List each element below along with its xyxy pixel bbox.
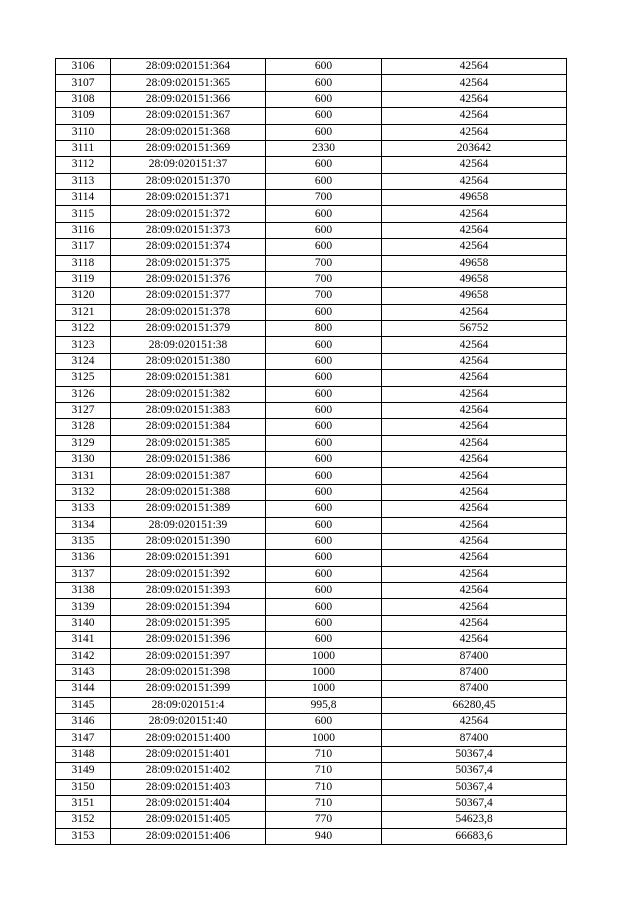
value-cell: 50367,4 <box>382 795 567 811</box>
table-row <box>56 615 567 631</box>
value-cell: 42564 <box>382 550 567 566</box>
value-cell: 87400 <box>382 648 567 664</box>
table-row <box>56 337 567 353</box>
cadastral-number-cell: 28:09:020151:39 <box>111 517 266 533</box>
cadastral-number-cell: 28:09:020151:390 <box>111 533 266 549</box>
cadastral-number-cell: 28:09:020151:399 <box>111 681 266 697</box>
table-row <box>56 697 567 713</box>
table-row <box>56 222 567 238</box>
cadastral-number-cell: 28:09:020151:373 <box>111 222 266 238</box>
table-row <box>56 108 567 124</box>
value-cell: 42564 <box>382 435 567 451</box>
area-cell: 600 <box>266 108 382 124</box>
cadastral-number-cell: 28:09:020151:403 <box>111 779 266 795</box>
row-number-cell: 3129 <box>56 435 111 451</box>
row-number-cell: 3140 <box>56 615 111 631</box>
row-number-cell: 3152 <box>56 812 111 828</box>
table-row <box>56 468 567 484</box>
area-cell: 600 <box>266 402 382 418</box>
table-row <box>56 353 567 369</box>
cadastral-number-cell: 28:09:020151:380 <box>111 353 266 369</box>
row-number-cell: 3124 <box>56 353 111 369</box>
row-number-cell: 3111 <box>56 140 111 156</box>
row-number-cell: 3126 <box>56 386 111 402</box>
cadastral-number-cell: 28:09:020151:37 <box>111 157 266 173</box>
value-cell: 56752 <box>382 321 567 337</box>
area-cell: 600 <box>266 304 382 320</box>
table-row <box>56 763 567 779</box>
table-row <box>56 714 567 730</box>
cadastral-number-cell: 28:09:020151:392 <box>111 566 266 582</box>
table-row <box>56 779 567 795</box>
area-cell: 940 <box>266 828 382 844</box>
row-number-cell: 3135 <box>56 533 111 549</box>
cadastral-number-cell: 28:09:020151:405 <box>111 812 266 828</box>
area-cell: 600 <box>266 599 382 615</box>
cadastral-number-cell: 28:09:020151:393 <box>111 583 266 599</box>
row-number-cell: 3115 <box>56 206 111 222</box>
row-number-cell: 3144 <box>56 681 111 697</box>
row-number-cell: 3148 <box>56 746 111 762</box>
area-cell: 710 <box>266 795 382 811</box>
table-row <box>56 533 567 549</box>
table-row <box>56 550 567 566</box>
value-cell: 42564 <box>382 370 567 386</box>
value-cell: 42564 <box>382 484 567 500</box>
area-cell: 600 <box>266 239 382 255</box>
table-row <box>56 239 567 255</box>
table-row <box>56 173 567 189</box>
value-cell: 42564 <box>382 222 567 238</box>
area-cell: 600 <box>266 124 382 140</box>
table-row <box>56 271 567 287</box>
value-cell: 87400 <box>382 730 567 746</box>
area-cell: 600 <box>266 353 382 369</box>
table-row <box>56 484 567 500</box>
area-cell: 600 <box>266 468 382 484</box>
table-row <box>56 746 567 762</box>
cadastral-number-cell: 28:09:020151:387 <box>111 468 266 484</box>
area-cell: 700 <box>266 190 382 206</box>
row-number-cell: 3120 <box>56 288 111 304</box>
cadastral-number-cell: 28:09:020151:372 <box>111 206 266 222</box>
row-number-cell: 3122 <box>56 321 111 337</box>
cadastral-number-cell: 28:09:020151:383 <box>111 402 266 418</box>
value-cell: 50367,4 <box>382 779 567 795</box>
table-row <box>56 730 567 746</box>
value-cell: 42564 <box>382 173 567 189</box>
table-row <box>56 140 567 156</box>
cadastral-number-cell: 28:09:020151:382 <box>111 386 266 402</box>
row-number-cell: 3143 <box>56 664 111 680</box>
value-cell: 49658 <box>382 255 567 271</box>
value-cell: 50367,4 <box>382 763 567 779</box>
area-cell: 800 <box>266 321 382 337</box>
area-cell: 710 <box>266 763 382 779</box>
area-cell: 700 <box>266 255 382 271</box>
area-cell: 710 <box>266 746 382 762</box>
cadastral-number-cell: 28:09:020151:391 <box>111 550 266 566</box>
value-cell: 203642 <box>382 140 567 156</box>
cadastral-number-cell: 28:09:020151:38 <box>111 337 266 353</box>
row-number-cell: 3139 <box>56 599 111 615</box>
area-cell: 600 <box>266 59 382 75</box>
value-cell: 49658 <box>382 190 567 206</box>
row-number-cell: 3147 <box>56 730 111 746</box>
area-cell: 600 <box>266 75 382 91</box>
area-cell: 710 <box>266 779 382 795</box>
table-row <box>56 501 567 517</box>
cadastral-number-cell: 28:09:020151:374 <box>111 239 266 255</box>
cadastral-number-cell: 28:09:020151:384 <box>111 419 266 435</box>
area-cell: 600 <box>266 517 382 533</box>
area-cell: 600 <box>266 370 382 386</box>
area-cell: 2330 <box>266 140 382 156</box>
row-number-cell: 3127 <box>56 402 111 418</box>
row-number-cell: 3128 <box>56 419 111 435</box>
table-row <box>56 664 567 680</box>
area-cell: 770 <box>266 812 382 828</box>
row-number-cell: 3125 <box>56 370 111 386</box>
cadastral-table <box>55 58 567 845</box>
area-cell: 600 <box>266 386 382 402</box>
table-row <box>56 91 567 107</box>
row-number-cell: 3107 <box>56 75 111 91</box>
row-number-cell: 3134 <box>56 517 111 533</box>
value-cell: 42564 <box>382 157 567 173</box>
row-number-cell: 3138 <box>56 583 111 599</box>
table-row <box>56 124 567 140</box>
area-cell: 600 <box>266 222 382 238</box>
table-row <box>56 517 567 533</box>
row-number-cell: 3141 <box>56 632 111 648</box>
value-cell: 42564 <box>382 386 567 402</box>
area-cell: 600 <box>266 550 382 566</box>
area-cell: 600 <box>266 157 382 173</box>
area-cell: 600 <box>266 632 382 648</box>
table-body <box>56 59 567 845</box>
cadastral-number-cell: 28:09:020151:388 <box>111 484 266 500</box>
area-cell: 600 <box>266 173 382 189</box>
value-cell: 42564 <box>382 91 567 107</box>
cadastral-number-cell: 28:09:020151:395 <box>111 615 266 631</box>
value-cell: 42564 <box>382 206 567 222</box>
row-number-cell: 3149 <box>56 763 111 779</box>
row-number-cell: 3116 <box>56 222 111 238</box>
cadastral-number-cell: 28:09:020151:389 <box>111 501 266 517</box>
cadastral-number-cell: 28:09:020151:404 <box>111 795 266 811</box>
cadastral-number-cell: 28:09:020151:378 <box>111 304 266 320</box>
value-cell: 87400 <box>382 664 567 680</box>
cadastral-number-cell: 28:09:020151:385 <box>111 435 266 451</box>
table-row <box>56 648 567 664</box>
area-cell: 600 <box>266 91 382 107</box>
value-cell: 42564 <box>382 583 567 599</box>
value-cell: 42564 <box>382 501 567 517</box>
value-cell: 42564 <box>382 615 567 631</box>
table-row <box>56 206 567 222</box>
row-number-cell: 3151 <box>56 795 111 811</box>
table-row <box>56 828 567 844</box>
value-cell: 42564 <box>382 402 567 418</box>
cadastral-number-cell: 28:09:020151:366 <box>111 91 266 107</box>
area-cell: 600 <box>266 435 382 451</box>
row-number-cell: 3113 <box>56 173 111 189</box>
area-cell: 700 <box>266 288 382 304</box>
table-row <box>56 304 567 320</box>
value-cell: 50367,4 <box>382 746 567 762</box>
cadastral-number-cell: 28:09:020151:377 <box>111 288 266 304</box>
row-number-cell: 3132 <box>56 484 111 500</box>
table-row <box>56 812 567 828</box>
cadastral-number-cell: 28:09:020151:376 <box>111 271 266 287</box>
area-cell: 600 <box>266 419 382 435</box>
cadastral-number-cell: 28:09:020151:371 <box>111 190 266 206</box>
cadastral-number-cell: 28:09:020151:379 <box>111 321 266 337</box>
value-cell: 42564 <box>382 239 567 255</box>
area-cell: 600 <box>266 566 382 582</box>
table-row <box>56 681 567 697</box>
cadastral-number-cell: 28:09:020151:394 <box>111 599 266 615</box>
value-cell: 42564 <box>382 353 567 369</box>
row-number-cell: 3119 <box>56 271 111 287</box>
cadastral-number-cell: 28:09:020151:367 <box>111 108 266 124</box>
value-cell: 42564 <box>382 599 567 615</box>
cadastral-number-cell: 28:09:020151:381 <box>111 370 266 386</box>
value-cell: 49658 <box>382 288 567 304</box>
area-cell: 1000 <box>266 681 382 697</box>
value-cell: 66683,6 <box>382 828 567 844</box>
value-cell: 49658 <box>382 271 567 287</box>
table-row <box>56 157 567 173</box>
row-number-cell: 3130 <box>56 452 111 468</box>
row-number-cell: 3136 <box>56 550 111 566</box>
row-number-cell: 3118 <box>56 255 111 271</box>
cadastral-number-cell: 28:09:020151:365 <box>111 75 266 91</box>
table-row <box>56 583 567 599</box>
row-number-cell: 3133 <box>56 501 111 517</box>
area-cell: 600 <box>266 583 382 599</box>
area-cell: 995,8 <box>266 697 382 713</box>
value-cell: 42564 <box>382 533 567 549</box>
area-cell: 600 <box>266 206 382 222</box>
value-cell: 42564 <box>382 714 567 730</box>
area-cell: 600 <box>266 501 382 517</box>
row-number-cell: 3121 <box>56 304 111 320</box>
row-number-cell: 3108 <box>56 91 111 107</box>
row-number-cell: 3110 <box>56 124 111 140</box>
row-number-cell: 3117 <box>56 239 111 255</box>
table-row <box>56 386 567 402</box>
cadastral-number-cell: 28:09:020151:398 <box>111 664 266 680</box>
table-row <box>56 795 567 811</box>
cadastral-number-cell: 28:09:020151:397 <box>111 648 266 664</box>
table-row <box>56 419 567 435</box>
area-cell: 600 <box>266 615 382 631</box>
value-cell: 42564 <box>382 124 567 140</box>
area-cell: 1000 <box>266 648 382 664</box>
cadastral-number-cell: 28:09:020151:40 <box>111 714 266 730</box>
row-number-cell: 3142 <box>56 648 111 664</box>
row-number-cell: 3131 <box>56 468 111 484</box>
value-cell: 66280,45 <box>382 697 567 713</box>
area-cell: 600 <box>266 533 382 549</box>
table-row <box>56 59 567 75</box>
value-cell: 42564 <box>382 337 567 353</box>
table-row <box>56 566 567 582</box>
value-cell: 42564 <box>382 108 567 124</box>
cadastral-number-cell: 28:09:020151:375 <box>111 255 266 271</box>
value-cell: 42564 <box>382 59 567 75</box>
row-number-cell: 3106 <box>56 59 111 75</box>
table-row <box>56 288 567 304</box>
cadastral-number-cell: 28:09:020151:386 <box>111 452 266 468</box>
table-row <box>56 632 567 648</box>
cadastral-number-cell: 28:09:020151:400 <box>111 730 266 746</box>
area-cell: 700 <box>266 271 382 287</box>
cadastral-number-cell: 28:09:020151:369 <box>111 140 266 156</box>
area-cell: 1000 <box>266 664 382 680</box>
area-cell: 600 <box>266 452 382 468</box>
row-number-cell: 3150 <box>56 779 111 795</box>
cadastral-number-cell: 28:09:020151:4 <box>111 697 266 713</box>
table-row <box>56 255 567 271</box>
value-cell: 42564 <box>382 566 567 582</box>
value-cell: 42564 <box>382 419 567 435</box>
row-number-cell: 3137 <box>56 566 111 582</box>
cadastral-number-cell: 28:09:020151:368 <box>111 124 266 140</box>
table-row <box>56 321 567 337</box>
value-cell: 87400 <box>382 681 567 697</box>
area-cell: 600 <box>266 337 382 353</box>
cadastral-number-cell: 28:09:020151:406 <box>111 828 266 844</box>
cadastral-number-cell: 28:09:020151:402 <box>111 763 266 779</box>
value-cell: 42564 <box>382 517 567 533</box>
cadastral-number-cell: 28:09:020151:370 <box>111 173 266 189</box>
value-cell: 42564 <box>382 304 567 320</box>
value-cell: 42564 <box>382 452 567 468</box>
row-number-cell: 3153 <box>56 828 111 844</box>
value-cell: 42564 <box>382 75 567 91</box>
row-number-cell: 3109 <box>56 108 111 124</box>
value-cell: 42564 <box>382 468 567 484</box>
table-row <box>56 190 567 206</box>
table-row <box>56 402 567 418</box>
value-cell: 54623,8 <box>382 812 567 828</box>
cadastral-number-cell: 28:09:020151:364 <box>111 59 266 75</box>
row-number-cell: 3114 <box>56 190 111 206</box>
row-number-cell: 3146 <box>56 714 111 730</box>
row-number-cell: 3145 <box>56 697 111 713</box>
table-row <box>56 75 567 91</box>
row-number-cell: 3112 <box>56 157 111 173</box>
cadastral-number-cell: 28:09:020151:401 <box>111 746 266 762</box>
table-row <box>56 435 567 451</box>
table-row <box>56 452 567 468</box>
area-cell: 600 <box>266 484 382 500</box>
table-row <box>56 370 567 386</box>
row-number-cell: 3123 <box>56 337 111 353</box>
area-cell: 600 <box>266 714 382 730</box>
value-cell: 42564 <box>382 632 567 648</box>
table-row <box>56 599 567 615</box>
area-cell: 1000 <box>266 730 382 746</box>
cadastral-number-cell: 28:09:020151:396 <box>111 632 266 648</box>
